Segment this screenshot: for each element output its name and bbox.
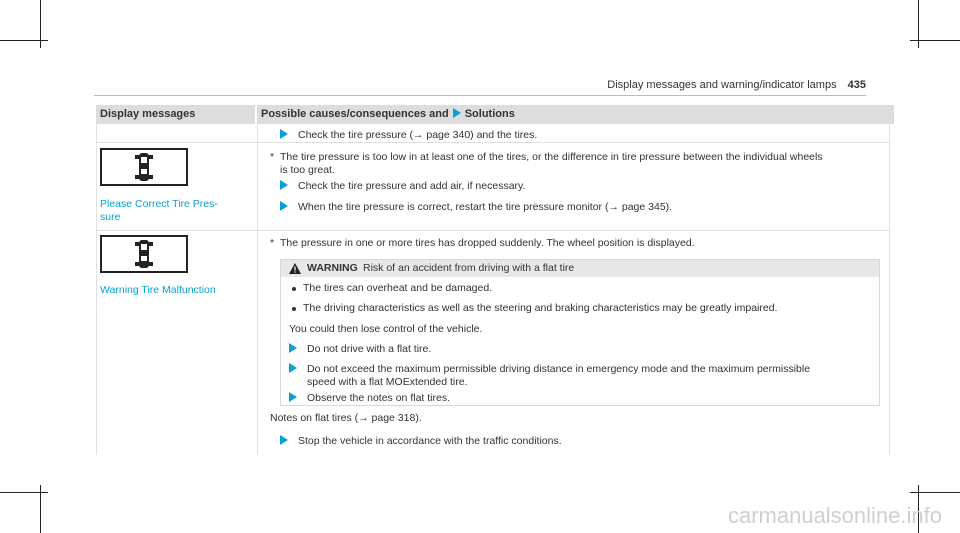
row3-final-step: Stop the vehicle in accordance with the traffic conditions. bbox=[280, 435, 562, 448]
warning-bullet-2: The driving characteristics as well as the steering and braking characteristics may be greatly impaired. bbox=[303, 302, 778, 314]
page-number: 435 bbox=[847, 79, 866, 91]
warning-step-2: Do not exceed the maximum permissible driving distance in emergency mode and the maximum permissible bbox=[289, 363, 810, 376]
flat-tire-notes-reference: Notes on flat tires (→ page 318). bbox=[270, 412, 422, 424]
message-please-correct-tire-pressure: Please Correct Tire Pres- sure bbox=[100, 198, 218, 223]
column-header-display-messages: Display messages bbox=[96, 105, 255, 124]
row3-cause-text: The pressure in one or more tires has dropped suddenly. The wheel position is displayed. bbox=[280, 237, 695, 249]
warning-step-2-continued: speed with a flat MOExtended tire. bbox=[307, 376, 468, 388]
tire-pressure-car-icon bbox=[100, 148, 188, 186]
arrow-right-icon bbox=[280, 129, 288, 139]
warning-label: WARNING bbox=[307, 262, 358, 274]
row2-asterisk: * bbox=[270, 151, 275, 163]
row2-cause-text: The tire pressure is too low in at least one of the tires, or the difference in tire pressure between the individual wheels is too great. bbox=[280, 151, 823, 176]
warning-bullet-1: The tires can overheat and be damaged. bbox=[303, 282, 493, 294]
arrow-right-icon bbox=[453, 108, 461, 118]
column-header-causes-solutions bbox=[257, 105, 894, 124]
arrow-right-icon bbox=[289, 343, 297, 353]
table-left-border bbox=[96, 124, 97, 455]
tire-pressure-car-icon bbox=[100, 235, 188, 273]
row-separator bbox=[96, 230, 890, 231]
row-separator bbox=[96, 142, 890, 143]
bullet-dot bbox=[292, 287, 296, 291]
arrow-right-icon bbox=[280, 435, 288, 445]
crop-mark bbox=[910, 492, 960, 493]
running-head bbox=[607, 79, 866, 91]
display-messages-table bbox=[96, 105, 890, 455]
header-rule bbox=[94, 95, 866, 96]
running-head-title: Display messages and warning/indicator lamps bbox=[607, 79, 837, 91]
arrow-right-icon bbox=[280, 201, 288, 211]
watermark: carmanualsonline.info bbox=[727, 503, 942, 528]
warning-triangle-icon bbox=[289, 263, 301, 274]
row1-step: Check the tire pressure (→ page 340) and the tires. bbox=[280, 129, 537, 142]
warning-note: You could then lose control of the vehicle. bbox=[289, 323, 483, 335]
row2-step-2: When the tire pressure is correct, restart the tire pressure monitor (→ page 345). bbox=[280, 201, 672, 214]
arrow-right-icon bbox=[289, 363, 297, 373]
bullet-dot bbox=[292, 307, 296, 311]
row3-asterisk: * bbox=[270, 237, 275, 249]
crop-mark bbox=[0, 40, 48, 41]
crop-mark bbox=[0, 492, 48, 493]
message-warning-tire-malfunction: Warning Tire Malfunction bbox=[100, 284, 216, 296]
arrow-right-icon bbox=[280, 180, 288, 190]
warning-step-1: Do not drive with a flat tire. bbox=[289, 343, 431, 356]
arrow-right-icon bbox=[289, 392, 297, 402]
warning-step-3: Observe the notes on flat tires. bbox=[289, 392, 450, 405]
warning-title: Risk of an accident from driving with a flat tire bbox=[363, 262, 575, 274]
warning-box bbox=[280, 259, 880, 406]
column-header-solutions-text: Solutions bbox=[464, 108, 515, 120]
row2-step-1: Check the tire pressure and add air, if necessary. bbox=[280, 180, 525, 193]
table-right-border bbox=[889, 124, 890, 455]
column-divider bbox=[257, 124, 258, 455]
column-header-causes-text: Possible causes/consequences and bbox=[261, 108, 449, 120]
crop-mark bbox=[910, 40, 960, 41]
